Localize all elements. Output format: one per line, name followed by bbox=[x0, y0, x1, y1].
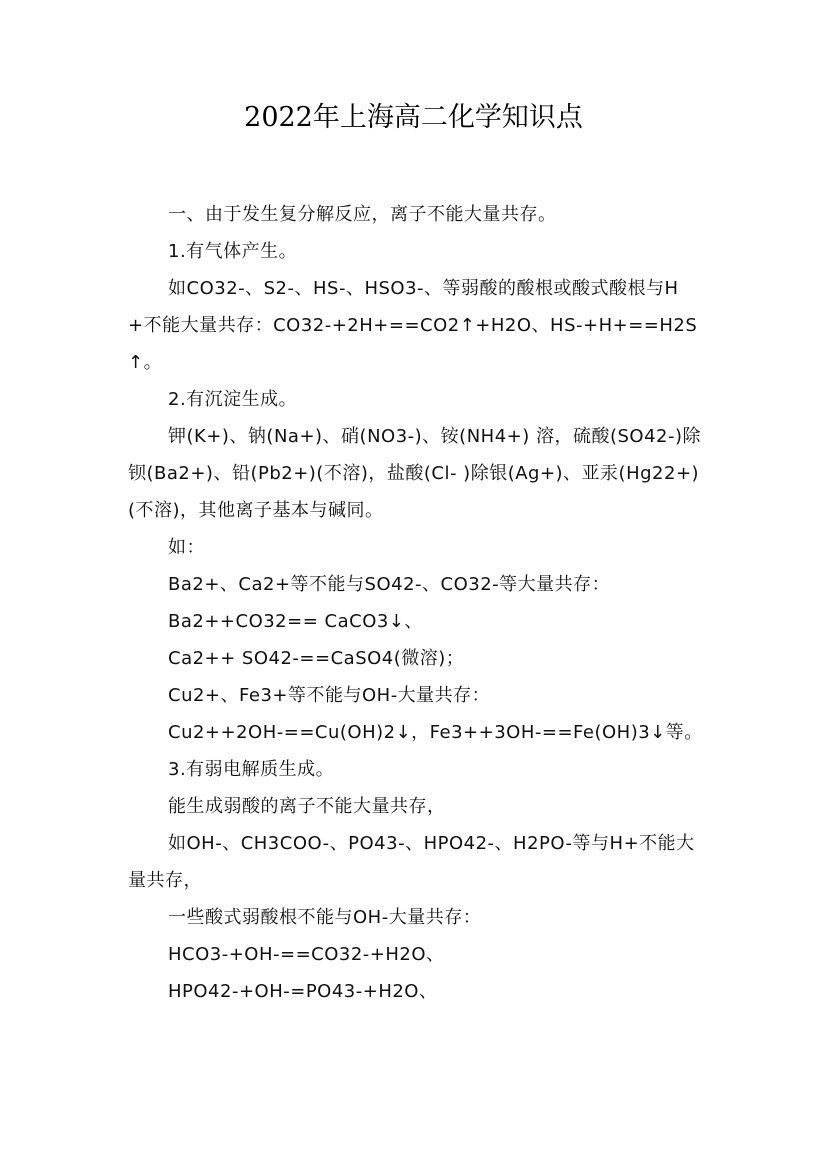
paragraph-cu-fe-rule: Cu2+、Fe3+等不能与OH-大量共存： bbox=[168, 685, 491, 706]
paragraph-subheading-gas: 1.有气体产生。 bbox=[168, 241, 298, 262]
paragraph-subheading-weak-electrolyte: 3.有弱电解质生成。 bbox=[168, 759, 335, 780]
paragraph-weak-acid-examples: 如OH-、CH3COO-、PO43-、HPO42-、H2PO-等与H+不能大量共存， bbox=[128, 833, 695, 891]
paragraph-subheading-precipitate: 2.有沉淀生成。 bbox=[168, 389, 298, 410]
document-body bbox=[128, 196, 708, 1010]
paragraph-ba-ca-rule: Ba2+、Ca2+等不能与SO42-、CO32-等大量共存： bbox=[168, 574, 611, 595]
paragraph-weak-acid-rule: 能生成弱酸的离子不能大量共存， bbox=[168, 796, 446, 817]
equation-line: HCO3-+OH-==CO32-+H2O、 bbox=[168, 944, 445, 965]
equation-line: Ca2++ SO42-==CaSO4(微溶)； bbox=[168, 648, 465, 669]
document-title: 2022年上海高二化学知识点 bbox=[244, 102, 583, 133]
equation-line: Cu2++2OH-==Cu(OH)2↓，Fe3++3OH-==Fe(OH)3↓等。 bbox=[168, 722, 703, 743]
paragraph-gas-examples: 如CO32-、S2-、HS-、HSO3-、等弱酸的酸根或酸式酸根与H+不能大量共存：CO32-+2H+==CO2↑+H2O、HS-+H+==H2S↑。 bbox=[128, 278, 698, 373]
paragraph-solubility-rule: 钾(K+)、钠(Na+)、硝(NO3-)、铵(NH4+) 溶，硫酸(SO42-)除钡(Ba2+)、铅(Pb2+)(不溶)，盐酸(Cl- )除银(Ag+)、亚汞(Hg22+)(不溶)，其他离子基本与碱同。 bbox=[128, 426, 702, 521]
equation-line: HPO42-+OH-=PO43-+H2O、 bbox=[168, 981, 438, 1002]
equation-line: Ba2++CO32== CaCO3↓、 bbox=[168, 611, 423, 632]
paragraph-example-label: 如： bbox=[168, 537, 205, 558]
paragraph-acid-salt-rule: 一些酸式弱酸根不能与OH-大量共存： bbox=[168, 907, 482, 928]
paragraph-section-heading: 一、由于发生复分解反应，离子不能大量共存。 bbox=[168, 204, 557, 225]
